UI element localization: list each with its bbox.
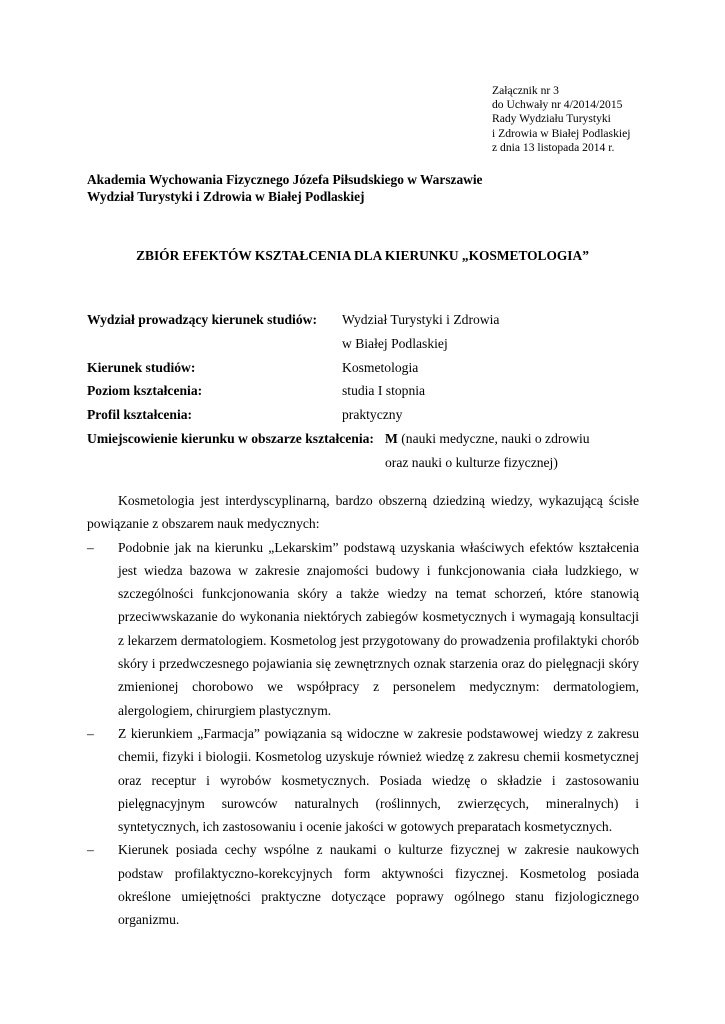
profile-value: praktyczny bbox=[342, 407, 403, 423]
dash-bullet: – bbox=[87, 725, 94, 741]
field-value: Kosmetologia bbox=[342, 359, 419, 375]
list-item-text: Z kierunkiem „Farmacja” powiązania są widoczne w zakresie podstawowej wiedzy z zakresu chemii, fizyki i biologii. Kosmetolog uzyskuje również wiedzę z zakresu chemii kosmetycznej oraz receptur i wyrobów kosmetycznych. Posiada wiedzę o składzie i zastosowaniu pielęgnacyjnym surowców naturalnych (roślinnych, zwierzęcych, mineralnych) i syntetycznych, ich zastosowaniu i ocenie jakości w gotowych preparatach kosmetycznych. bbox=[118, 725, 639, 835]
list-item bbox=[87, 722, 639, 838]
area-label: Umiejscowienie kierunku w obszarze kształcenia: bbox=[87, 430, 374, 446]
dash-bullet: – bbox=[87, 842, 94, 858]
area-value bbox=[385, 427, 590, 451]
faculty-name: Wydział Turystyki i Zdrowia w Białej Podlaskiej bbox=[87, 189, 365, 204]
faculty-value-cont: w Białej Podlaskiej bbox=[342, 335, 448, 351]
annex-line: i Zdrowia w Białej Podlaskiej bbox=[492, 126, 631, 140]
document-title: ZBIÓR EFEKTÓW KSZTAŁCENIA DLA KIERUNKU „KOSMETOLOGIA” bbox=[136, 248, 589, 263]
info-row-faculty bbox=[87, 308, 647, 332]
info-row-level bbox=[87, 379, 647, 403]
faculty-value: Wydział Turystyki i Zdrowia bbox=[342, 312, 500, 327]
level-value: studia I stopnia bbox=[342, 383, 426, 399]
annex-line: z dnia 13 listopada 2014 r. bbox=[492, 140, 615, 154]
list-item-text: Kierunek posiada cechy wspólne z naukami o kulturze fizycznej w zakresie naukowych podstaw profilaktyczno-korekcyjnych form aktywności fizycznej. Kosmetolog posiada określone umiejętności praktyczne dotyczące poprawy ogólnego stanu fizjologicznego organizmu. bbox=[118, 842, 639, 928]
annex-line: do Uchwały nr 4/2014/2015 bbox=[492, 98, 623, 112]
list-item bbox=[87, 838, 639, 931]
annex-block bbox=[492, 84, 630, 155]
bullet-list bbox=[87, 536, 639, 932]
institution-name: Akademia Wychowania Fizycznego Józefa Piłsudskiego w Warszawie bbox=[87, 172, 483, 187]
info-row-profile bbox=[87, 403, 647, 427]
annex-line: Rady Wydziału Turystyki bbox=[492, 112, 611, 126]
dash-bullet: – bbox=[87, 539, 94, 555]
intro-paragraph: Kosmetologia jest interdyscyplinarną, bardzo obszerną dziedziną wiedzy, wykazującą ścisłe powiązanie z obszarem nauk medycznych: bbox=[87, 493, 639, 532]
info-row-area-cont bbox=[87, 451, 647, 475]
program-info bbox=[87, 308, 647, 475]
faculty-label: Wydział prowadzący kierunek studiów: bbox=[87, 312, 317, 327]
field-label: Kierunek studiów: bbox=[87, 359, 196, 375]
annex-line: Załącznik nr 3 bbox=[492, 84, 559, 97]
area-value-cont: oraz nauki o kulturze fizycznej) bbox=[385, 454, 558, 470]
info-row-field bbox=[87, 356, 647, 380]
area-value-text: (nauki medyczne, nauki o zdrowiu bbox=[397, 430, 590, 446]
area-code: M bbox=[385, 430, 398, 446]
info-row-area bbox=[87, 427, 647, 451]
document-body bbox=[87, 489, 639, 932]
institution-header bbox=[87, 171, 483, 205]
profile-label: Profil kształcenia: bbox=[87, 407, 193, 423]
list-item-text: Podobnie jak na kierunku „Lekarskim” podstawą uzyskania właściwych efektów kształcenia jest wiedza bazowa w zakresie znajomości budowy i funkcjonowania ciała ludzkiego, w szczególności funkcjonowania skóry a także wiedzy na temat schorzeń, które stanowią przeciwwskazanie do wykonania niektórych zabiegów kosmetycznych i wymagają konsultacji z lekarzem dermatologiem. Kosmetolog jest przygotowany do prowadzenia profilaktyki chorób skóry i przedwczesnego pojawiania się zewnętrznych oznak starzenia oraz do pielęgnacji skóry zmienionej chorobowo we współpracy z personelem medycznym: dermatologiem, alergologiem, chirurgiem plastycznym. bbox=[118, 539, 639, 718]
level-label: Poziom kształcenia: bbox=[87, 383, 203, 399]
list-item bbox=[87, 536, 639, 722]
info-row-faculty-cont bbox=[87, 332, 647, 356]
